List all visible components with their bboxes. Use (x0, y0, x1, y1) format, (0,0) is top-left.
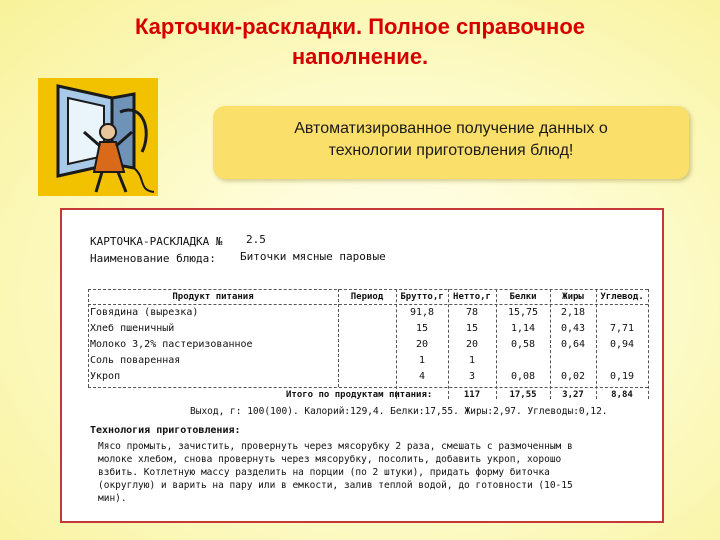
dish-name: Биточки мясные паровые (240, 250, 386, 263)
total-netto: 117 (463, 390, 481, 400)
row-brutto: 1 (418, 355, 426, 366)
row-protein: 1,14 (510, 323, 536, 334)
row-protein: 15,75 (507, 307, 539, 318)
row-product: Соль поваренная (90, 355, 181, 366)
card-number-label: КАРТОЧКА-РАСКЛАДКА № (90, 235, 223, 248)
column-header-period: Период (350, 292, 384, 302)
column-header-protein: Белки (509, 292, 537, 302)
row-netto: 1 (468, 355, 476, 366)
row-carb: 0,94 (609, 339, 635, 350)
row-product: Укроп (90, 371, 121, 382)
slide-title (20, 12, 700, 72)
slide-title-line-1: Карточки-раскладки. Полное справочное (134, 14, 586, 39)
row-brutto: 91,8 (409, 307, 435, 318)
tech-line: молоке хлебом, снова провернуть через мясорубку, посолить, добавить укроп, хорошо (98, 454, 562, 465)
dish-label: Наименование блюда: (90, 252, 216, 265)
row-carb: 7,71 (609, 323, 635, 334)
total-fat: 3,27 (562, 390, 584, 400)
column-header-fat: Жиры (562, 292, 584, 302)
row-brutto: 15 (415, 323, 429, 334)
column-header-carb: Углевод. (600, 292, 644, 302)
output-line: Выход, г: 100(100). Калорий:129,4. Белки:17,55. Жиры:2,97. Углеводы:0,12. (190, 406, 608, 417)
callout-line-2: технологии приготовления блюд! (328, 142, 574, 159)
recipe-card (60, 208, 664, 523)
card-number-value: 2.5 (246, 233, 266, 246)
column-header-product: Продукт питания (172, 292, 254, 302)
row-protein: 0,58 (510, 339, 536, 350)
row-fat: 2,18 (560, 307, 586, 318)
row-netto: 15 (465, 323, 479, 334)
row-netto: 20 (465, 339, 479, 350)
info-callout (213, 106, 689, 179)
row-fat: 0,02 (560, 371, 586, 382)
row-fat: 0,64 (560, 339, 586, 350)
callout-line-1: Автоматизированное получение данных о (294, 120, 608, 137)
total-protein: 17,55 (509, 390, 537, 400)
row-brutto: 4 (418, 371, 426, 382)
column-header-brutto: Брутто,г (400, 292, 444, 302)
total-label: Итого по продуктам питания: (286, 390, 433, 400)
row-carb: 0,19 (609, 371, 635, 382)
row-netto: 78 (465, 307, 479, 318)
row-protein: 0,08 (510, 371, 536, 382)
tech-line: Мясо промыть, зачистить, провернуть через мясорубку 2 раза, смешать с размоченным в (98, 441, 573, 452)
row-fat: 0,43 (560, 323, 586, 334)
total-carb: 8,84 (611, 390, 633, 400)
row-product: Молоко 3,2% пастеризованное (90, 339, 253, 350)
tech-line: мин). (98, 493, 127, 504)
computer-user-clipart (34, 72, 162, 200)
tech-line: (округлую) и варить на пару или в емкости, залив теплой водой, до готовности (10-15 (98, 480, 573, 491)
column-header-netto: Нетто,г (453, 292, 491, 302)
row-product: Говядина (вырезка) (90, 307, 199, 318)
row-brutto: 20 (415, 339, 429, 350)
tech-line: взбить. Котлетную массу разделить на порции (по 2 штуки), придать форму биточка (98, 467, 550, 478)
row-netto: 3 (468, 371, 476, 382)
slide-title-line-2: наполнение. (291, 44, 429, 69)
tech-label: Технология приготовления: (90, 425, 241, 436)
row-product: Хлеб пшеничный (90, 323, 175, 334)
